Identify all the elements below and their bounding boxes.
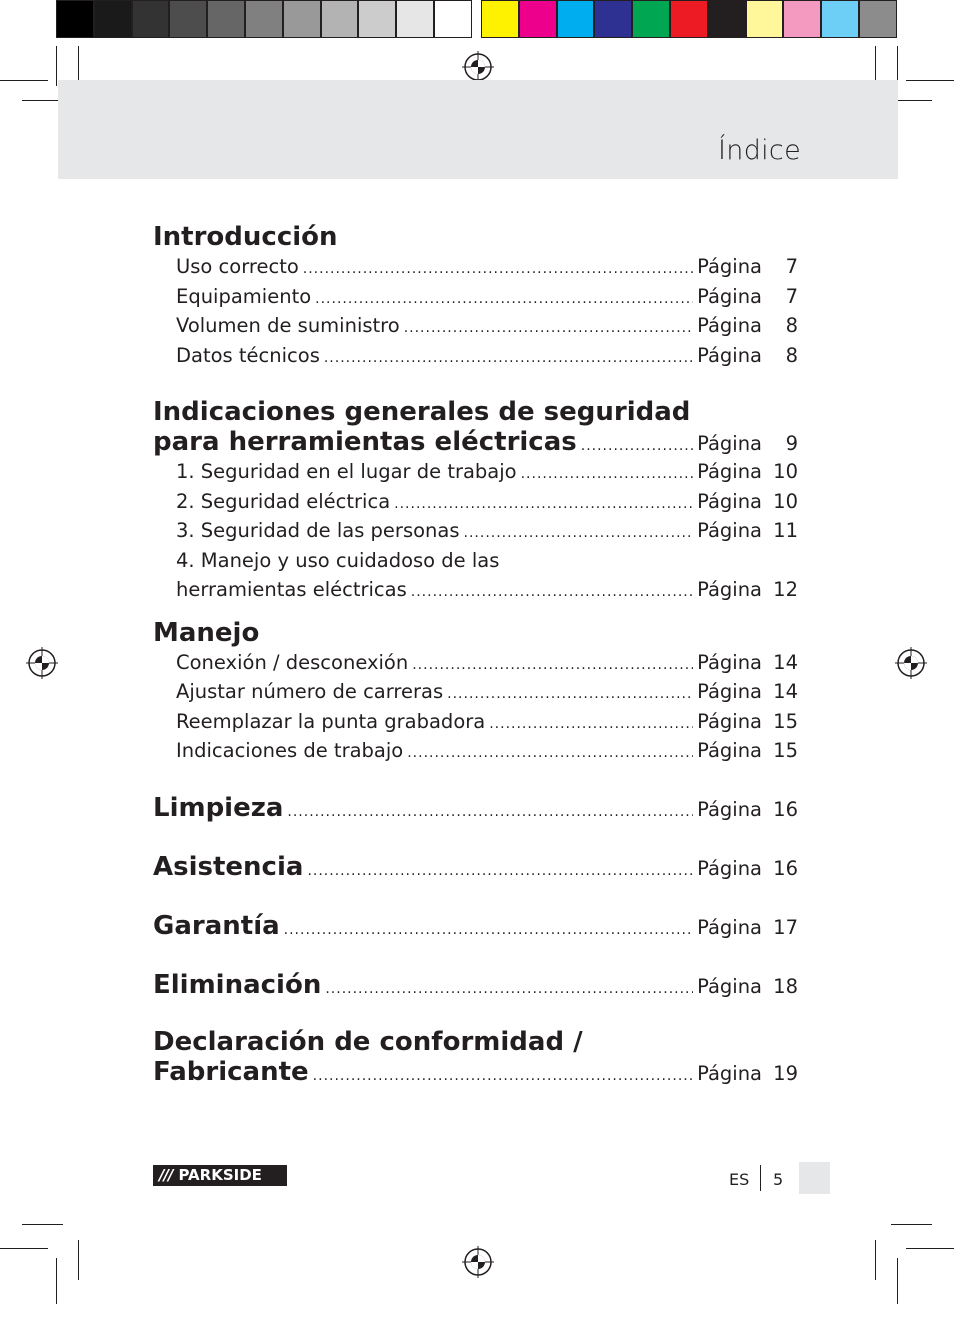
section-title: Garantía — [153, 910, 280, 941]
toc-entry[interactable] — [176, 707, 798, 737]
page-label: Página — [697, 432, 762, 455]
toc-section-seguridad — [153, 397, 798, 605]
registration-mark-icon — [462, 1246, 494, 1278]
entry-label: 3. Seguridad de las personas — [176, 519, 460, 542]
page-label: Página — [697, 915, 762, 939]
crop-mark — [0, 80, 48, 81]
toc-entry[interactable] — [176, 341, 798, 371]
toc-entry[interactable] — [176, 736, 798, 766]
entry-label: Indicaciones de trabajo — [176, 739, 404, 762]
toc-entry[interactable] — [176, 487, 798, 517]
entry-label: 1. Seguridad en el lugar de trabajo — [176, 460, 517, 483]
dot-leader — [287, 804, 693, 820]
color-swatch — [557, 0, 595, 38]
color-swatch — [94, 0, 132, 38]
crop-mark — [906, 80, 954, 81]
page-label: Página — [697, 974, 762, 998]
page-number: 8 — [785, 314, 798, 337]
color-swatch — [321, 0, 359, 38]
entry-label: Equipamiento — [176, 284, 312, 308]
page-number: 15 — [773, 739, 798, 762]
page-number: 18 — [773, 974, 798, 998]
color-swatch — [746, 0, 784, 38]
color-swatch — [169, 0, 207, 38]
dot-leader — [407, 739, 693, 769]
brand-name: PARKSIDE — [178, 1166, 262, 1184]
dot-leader — [394, 490, 693, 520]
toc-section-limpieza[interactable] — [153, 793, 798, 823]
page-label: Página — [697, 797, 762, 821]
crop-mark — [906, 1248, 954, 1249]
dot-leader — [521, 460, 693, 490]
brand-slashes: /// — [159, 1166, 173, 1184]
page-tab-marker — [799, 1162, 830, 1194]
page-label: Página — [697, 314, 762, 337]
entry-label: Conexión / desconexión — [176, 650, 409, 674]
dot-leader — [315, 285, 693, 315]
page-number: 17 — [773, 915, 798, 939]
color-swatch — [708, 0, 746, 38]
toc-entry[interactable] — [176, 677, 798, 707]
page-label: Página — [697, 578, 762, 601]
toc-entry[interactable] — [176, 648, 798, 678]
entry-label: 2. Seguridad eléctrica — [176, 489, 391, 513]
page-label: Página — [697, 519, 762, 542]
language-code: ES — [729, 1170, 750, 1189]
parkside-logo — [153, 1165, 287, 1186]
color-swatch — [859, 0, 897, 38]
crop-mark — [891, 1224, 932, 1225]
page-number: 10 — [773, 489, 798, 513]
section-title: Asistencia — [153, 851, 304, 882]
toc-entry[interactable] — [176, 282, 798, 312]
registration-mark-icon — [462, 51, 494, 83]
registration-mark-icon — [895, 647, 927, 679]
crop-mark — [0, 1248, 48, 1249]
crop-mark — [875, 1240, 876, 1280]
entry-label: Volumen de suministro — [176, 314, 400, 337]
toc-section-eliminacion[interactable] — [153, 970, 798, 1000]
dot-leader — [489, 710, 693, 740]
page-number: 15 — [773, 709, 798, 733]
crop-mark — [22, 100, 63, 101]
color-swatch — [56, 0, 94, 38]
page-label: Página — [697, 1061, 762, 1085]
toc-list — [153, 457, 798, 546]
page-label: Página — [697, 255, 762, 278]
color-swatch — [481, 0, 519, 38]
color-swatch — [594, 0, 632, 38]
page-number: 19 — [773, 1061, 798, 1085]
color-swatch — [132, 0, 170, 38]
dot-leader — [412, 651, 693, 681]
color-swatch — [821, 0, 859, 38]
toc-section-garantia[interactable] — [153, 911, 798, 941]
dot-leader — [581, 438, 693, 454]
section-title[interactable]: Introducción — [153, 222, 338, 252]
dot-leader — [284, 922, 693, 938]
crop-mark — [897, 1258, 898, 1304]
dot-leader — [313, 1068, 693, 1084]
section-title-line1[interactable]: Indicaciones generales de seguridad — [153, 397, 691, 427]
page-number: 8 — [785, 343, 798, 367]
page-number: 7 — [785, 255, 798, 278]
color-swatch — [519, 0, 557, 38]
color-swatch — [396, 0, 434, 38]
toc-section-introduccion — [153, 222, 798, 370]
section-title-line2: Fabricante — [153, 1056, 309, 1087]
toc-entry[interactable] — [176, 252, 798, 282]
entry-label: Ajustar número de carreras — [176, 680, 444, 703]
entry-label: herramientas eléctricas — [176, 578, 407, 601]
color-calibration-bar-grayscale — [56, 0, 472, 38]
page-label: Página — [697, 460, 762, 483]
page-number: 16 — [773, 797, 798, 821]
dot-leader — [325, 981, 693, 997]
page-number: 5 — [773, 1170, 784, 1189]
toc-entry[interactable] — [176, 516, 798, 546]
toc-section-declaracion — [153, 1027, 798, 1087]
page-number: 14 — [773, 680, 798, 703]
page-label: Página — [697, 739, 762, 762]
section-title-line2: para herramientas eléctricas — [153, 427, 577, 457]
crop-mark — [56, 46, 57, 86]
entry-label: Datos técnicos — [176, 343, 320, 367]
color-calibration-bar-color — [481, 0, 897, 38]
table-of-contents — [153, 222, 798, 1087]
toc-list — [153, 648, 798, 766]
entry-label: Uso correcto — [176, 255, 299, 278]
color-swatch — [245, 0, 283, 38]
section-title: Eliminación — [153, 969, 322, 1000]
dot-leader — [447, 680, 693, 710]
toc-entry[interactable] — [176, 457, 798, 487]
page-number: 7 — [785, 284, 798, 308]
crop-mark — [56, 1258, 57, 1304]
section-title[interactable]: Manejo — [153, 617, 260, 648]
section-title-line1[interactable]: Declaración de conformidad / — [153, 1026, 583, 1057]
dot-leader — [404, 314, 693, 344]
toc-section-asistencia[interactable] — [153, 852, 798, 882]
page-label: Página — [697, 709, 762, 733]
page-number: 14 — [773, 650, 798, 674]
page-title: Índice — [718, 135, 801, 166]
crop-mark — [22, 1224, 63, 1225]
page-number: 10 — [773, 460, 798, 483]
dot-leader — [303, 255, 693, 285]
dot-leader — [307, 863, 693, 879]
toc-entry[interactable] — [153, 427, 798, 457]
toc-entry[interactable] — [176, 311, 798, 341]
page-number: 12 — [773, 578, 798, 601]
page-label: Página — [697, 680, 762, 703]
color-swatch — [670, 0, 708, 38]
crop-mark — [78, 1240, 79, 1280]
color-swatch — [283, 0, 321, 38]
color-swatch — [207, 0, 245, 38]
page-label: Página — [697, 856, 762, 880]
dot-leader — [464, 519, 694, 549]
color-swatch — [632, 0, 670, 38]
toc-list — [153, 252, 798, 370]
registration-mark-icon — [26, 647, 58, 679]
color-swatch — [358, 0, 396, 38]
page-number: 16 — [773, 856, 798, 880]
color-swatch — [434, 0, 472, 38]
page-label: Página — [697, 284, 762, 308]
toc-entry[interactable] — [153, 1057, 798, 1087]
page-label: Página — [697, 489, 762, 513]
entry-label: Reemplazar la punta grabadora — [176, 709, 486, 733]
divider — [760, 1165, 761, 1191]
page-number: 9 — [785, 432, 798, 455]
entry-label: 4. Manejo y uso cuidadoso de las — [176, 548, 500, 572]
color-swatch — [783, 0, 821, 38]
section-title: Limpieza — [153, 792, 284, 823]
dot-leader — [411, 578, 693, 608]
page-label: Página — [697, 343, 762, 367]
dot-leader — [324, 344, 693, 374]
toc-entry[interactable] — [176, 575, 798, 605]
page-label: Página — [697, 650, 762, 674]
toc-section-manejo — [153, 618, 798, 766]
page-number: 11 — [773, 519, 798, 542]
toc-entry-line1[interactable] — [176, 546, 798, 576]
